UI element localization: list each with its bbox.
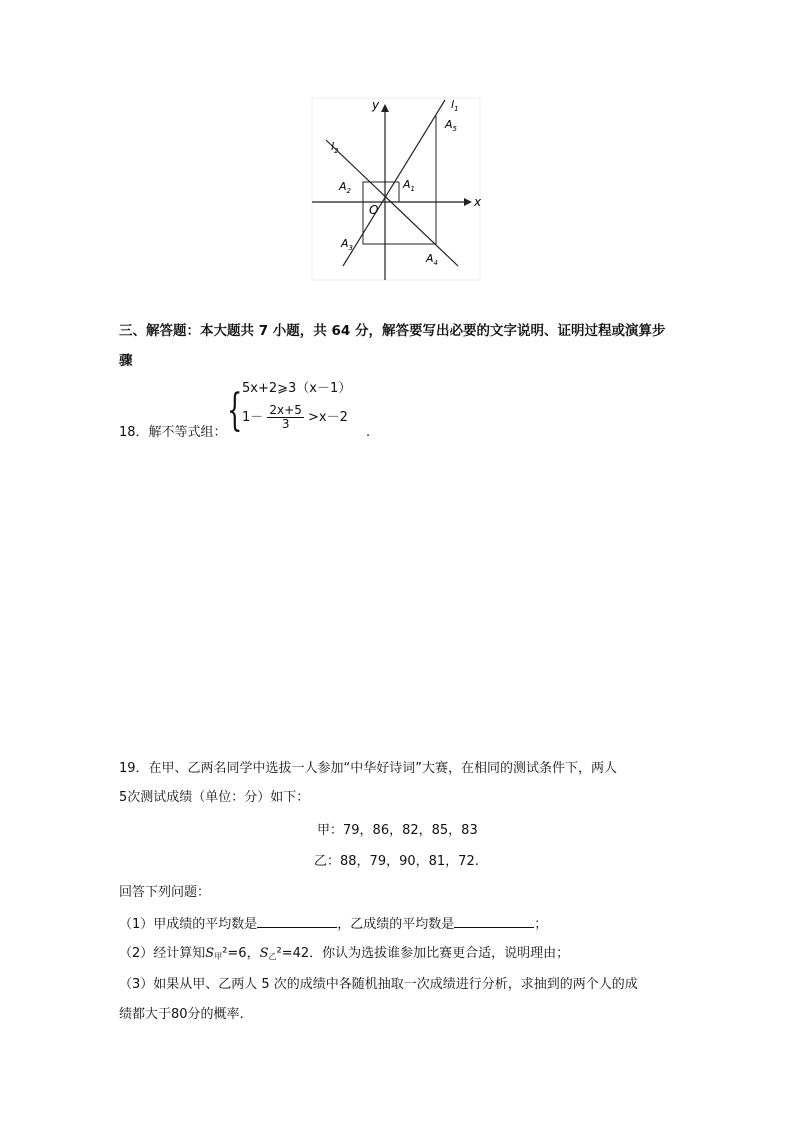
subscript-jia: 甲 [214,952,223,961]
part1-text-b: ，乙成绩的平均数是 [337,917,455,932]
q19-line1: 19．在甲、乙两名同学中选拔一人参加“中华好诗词”大赛，在相同的测试条件下，两人 [119,761,618,776]
point-a3-label: $A_3$ [341,237,353,252]
answer-blank-yi-mean[interactable] [454,915,534,928]
q19-part1 [119,915,547,934]
line-l2-label: $l_2$ [331,140,339,155]
answer-blank-jia-mean[interactable] [257,915,337,928]
y-axis-label: y [372,98,380,112]
coordinate-figure [306,94,486,284]
part2-text-a: （2）经计算知 [119,946,206,961]
ineq2-fraction [267,404,303,431]
part1-text-a: （1）甲成绩的平均数是 [119,917,258,932]
q18-prefix: 18．解不等式组： [119,425,227,440]
point-a4-label: $A_4$ [426,252,438,267]
q18-suffix: . [366,425,371,440]
part1-text-c: ； [534,917,548,932]
q19-jia-scores: 甲：79，86，82，85，83 [317,823,478,838]
q19-part3-line1: （3）如果从甲、乙两人 5 次的成绩中各随机抽取一次成绩进行分析，求抽到的两个人的成 [119,977,638,992]
section-heading-line1: 三、解答题：本大题共 7 小题，共 64 分，解答要写出必要的文字说明、证明过程或演算步 [119,323,666,339]
q19-yi-scores: 乙：88，79，90，81，72. [314,854,479,869]
q19-answer-intro: 回答下列问题： [119,885,211,900]
ineq2-right: >x－2 [308,410,348,425]
q19-part3-line2: 绩都大于80分的概率. [119,1007,244,1022]
q18-inequality-2 [242,404,348,431]
section-heading-line2: 骤 [119,353,133,369]
q18-inequality-1: 5x+2⩾3（x－1） [242,381,352,396]
line-l1-label: $l_1$ [451,98,459,113]
part2-text-end: ²=42．你认为选拔谁参加比赛更合适，说明理由； [276,946,570,961]
point-a2-label: $A_2$ [339,180,351,195]
q19-part2 [119,945,569,966]
q19-line2: 5次测试成绩（单位：分）如下： [119,790,310,805]
system-brace: { [227,385,243,436]
subscript-yi: 乙 [268,952,277,961]
fraction-denominator: 3 [281,417,290,431]
variance-symbol-yi: S [259,946,269,961]
x-axis-label: x [474,195,482,209]
point-a1-label: $A_1$ [403,178,415,193]
variance-symbol-jia: S [205,946,215,961]
fraction-numerator: 2x+5 [269,403,302,417]
ineq2-left: 1－ [242,410,264,425]
origin-label: O [369,203,379,217]
part2-text-mid: ²=6， [222,946,260,961]
point-a5-label: $A_5$ [445,118,457,133]
